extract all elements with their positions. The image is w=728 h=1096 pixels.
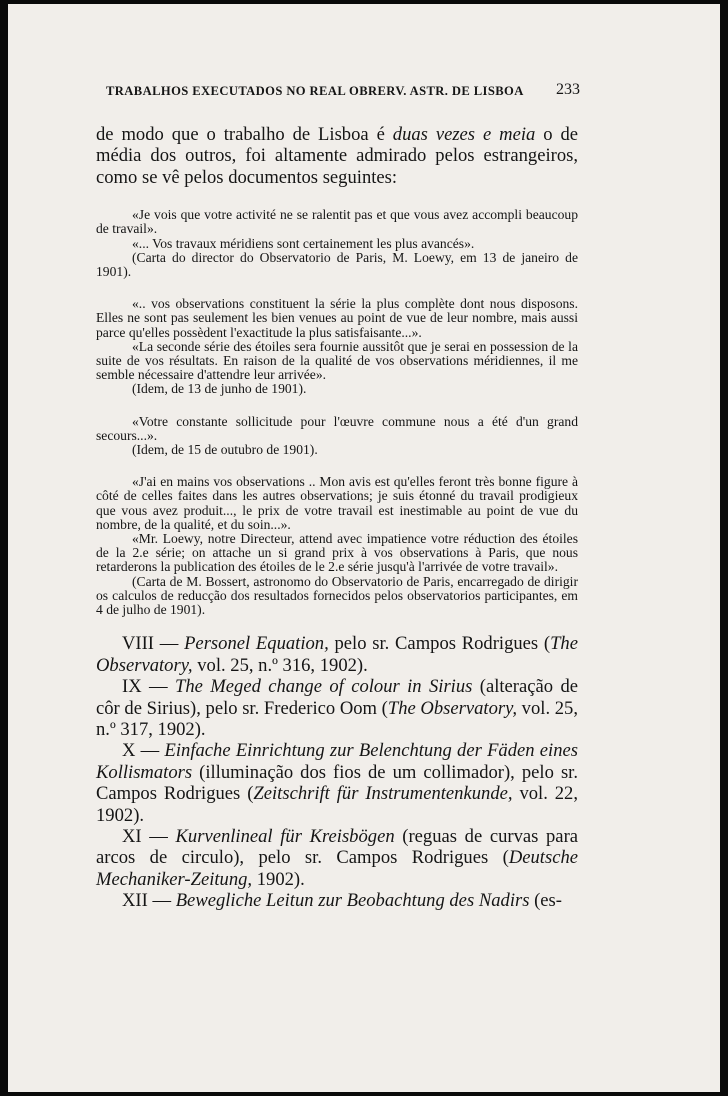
quote-paragraph: «.. vos observations constituent la série la plus complète dont nous disposons. Elles ne sont pas seulement les bien venues au point de vue de leur nombre, mais aussi parce qu'elles possèdent l'exactitude la plus satisfaisante...».	[96, 296, 578, 340]
book-page	[8, 4, 720, 1092]
quote-paragraph: «Votre constante sollicitude pour l'œuvre commune nous a été d'un grand secours...».	[96, 413, 578, 443]
page-number: 233	[556, 81, 580, 98]
publication-list	[96, 633, 578, 911]
quote-paragraph: «Je vois que votre activité ne se ralentit pas et que vous avez accompli beaucoup de travail».	[96, 207, 578, 237]
quote-source: (Idem, de 15 de outubro de 1901).	[132, 442, 318, 458]
quote-source: (Carta de M. Bossert, astronomo do Observatorio de Paris, encarregado de dirigir os calculos de reducção dos resultados fornecidos pelos observatorios participantes, em 4 de julho de 1901).	[96, 573, 578, 618]
quote-source: (Carta do director do Observatorio de Paris, M. Loewy, em 13 de janeiro de 1901).	[96, 249, 578, 280]
list-item: VIII — Personel Equation, pelo sr. Campos Rodrigues (The Observatory, vol. 25, n.º 316, 1902).	[96, 633, 578, 676]
list-item: XI — Kurvenlineal für Kreisbögen (reguas de curvas para arcos de circulo), pelo sr. Campos Rodrigues (Deutsche Mechaniker-Zeitung, 1902).	[96, 825, 579, 890]
page-body	[96, 124, 578, 912]
running-header	[106, 81, 580, 99]
quote-paragraph: «La seconde série des étoiles sera fournie aussitôt que je serai en possession de la suite de vos résultats. En raison de la qualité de vos observations méridiennes, il me semble nécessaire d'attendre leur arrivée».	[96, 338, 578, 383]
quote-paragraph: «Mr. Loewy, notre Directeur, attend avec impatience votre réduction des étoiles de la 2.e série; on attache un si grand prix à vos observations à Paris, que nous retarderons la publication des étoiles de le 2.e série jusqu'à l'arrivée de votre travail».	[96, 531, 578, 575]
list-item: X — Einfache Einrichtung zur Belenchtung der Fäden eines Kollismators (illuminação dos fios de um collimador), pelo sr. Campos Rodrigues (Zeitschrift für Instrumentenkunde, vol. 22, 1902).	[96, 740, 579, 826]
running-title: TRABALHOS EXECUTADOS NO REAL OBRERV. ASTR. DE LISBOA	[106, 84, 524, 98]
list-item: IX — The Meged change of colour in Sirius (alteração de côr de Sirius), pelo sr. Frederico Oom (The Observatory, vol. 25, n.º 317, 1902).	[96, 676, 578, 740]
quote-paragraph: «... Vos travaux méridiens sont certainement les plus avancés».	[132, 235, 475, 251]
list-item: XII — Bewegliche Leitun zur Beobachtung des Nadirs (es-	[122, 890, 562, 912]
quote-paragraph: «J'ai en mains vos observations .. Mon avis est qu'elles feront très bonne figure à côté de celles faites dans les autres observations; je suis étonné du travail prodigieux que vous avez produit..., le prix de votre travail est inestimable au point de vue du nombre, de la qualité, et du soin...».	[96, 474, 578, 532]
intro-paragraph: de modo que o trabalho de Lisboa é duas vezes e meia o de média dos outros, foi altamente admirado pelos estrangeiros, como se vê pelos documentos seguintes:	[96, 124, 578, 188]
quote-source: (Idem, de 13 de junho de 1901).	[132, 381, 307, 397]
quotes-block	[96, 208, 578, 617]
